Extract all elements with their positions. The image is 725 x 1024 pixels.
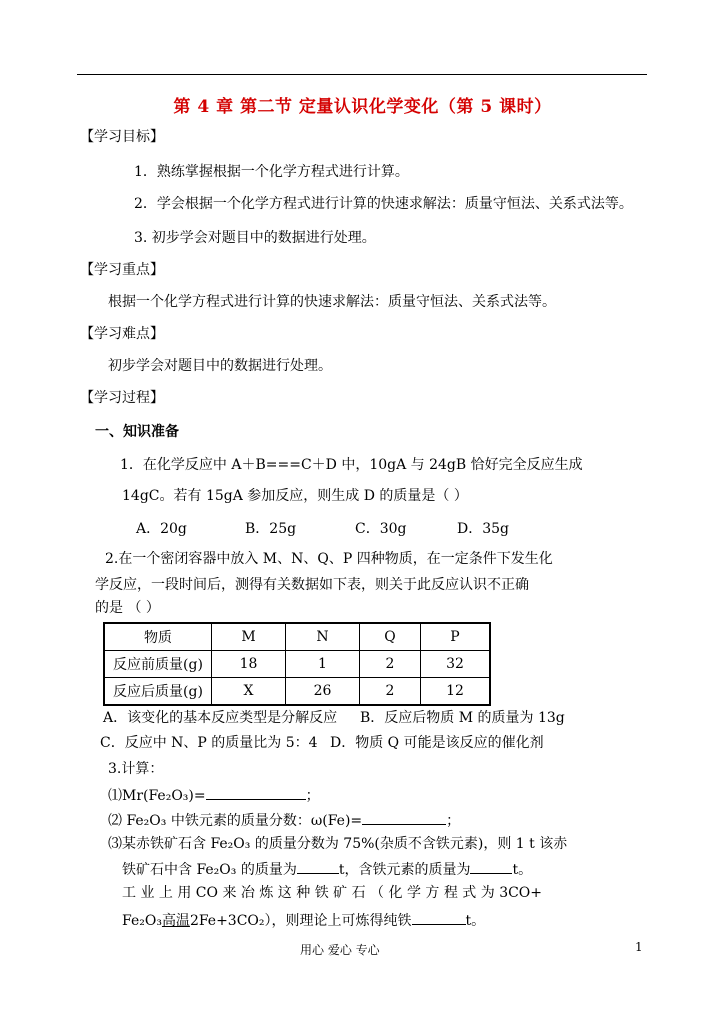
reaction-condition: 高温: [161, 913, 190, 929]
key-header: 【学习重点】: [80, 262, 164, 278]
q2-option-d: D．物质 Q 可能是该反应的催化剂: [330, 735, 544, 751]
page-title: 第 4 章 第二节 定量认识化学变化（第 5 课时）: [173, 97, 552, 117]
difficulty-header: 【学习难点】: [80, 326, 164, 342]
answer-blank[interactable]: [362, 810, 446, 825]
table-cell: 12: [421, 678, 491, 706]
q3-header: 3.计算：: [108, 761, 164, 777]
table-row: [104, 651, 490, 678]
table-cell: 反应前质量(g): [104, 651, 212, 678]
q3-part3-line3: 工 业 上 用 CO 来 冶 炼 这 种 铁 矿 石 （ 化 学 方 程 式 为 3CO+: [122, 885, 543, 901]
table-header-cell: M: [212, 623, 286, 651]
q3-part2-prefix: ⑵ Fe₂O₃ 中铁元素的质量分数：ω(Fe)=: [108, 813, 363, 829]
page-number: 1: [635, 940, 643, 954]
q3-part1: [108, 785, 320, 805]
header-rule: [77, 74, 647, 75]
q2-line1: 2.在一个密闭容器中放入 M、N、Q、P 四种物质，在一定条件下发生化: [105, 551, 553, 567]
mass-data-table: [103, 622, 491, 706]
key-text: 根据一个化学方程式进行计算的快速求解法：质量守恒法、关系式法等。: [108, 294, 556, 310]
table-row: [104, 678, 490, 706]
q3-part3-text-d: 2Fe+3CO₂），则理论上可炼得纯铁: [189, 913, 412, 929]
table-header-row: [104, 623, 490, 651]
q1-option-c: C．30g: [355, 521, 407, 537]
table-cell: 32: [421, 651, 491, 678]
goal-item-2: 2．学会根据一个化学方程式进行计算的快速求解法：质量守恒法、关系式法等。: [134, 196, 633, 212]
q2-line2: 学反应，一段时间后，测得有关数据如下表，则关于此反应认识不正确: [95, 577, 529, 593]
q3-part3-text-a: 铁矿石中含 Fe₂O₃ 的质量为: [122, 862, 297, 878]
q3-part3-line2: [122, 859, 532, 879]
q3-part3-text-c: t。: [512, 862, 533, 878]
table-cell: 18: [212, 651, 286, 678]
table-cell: X: [212, 678, 286, 706]
q1-line2: 14gC。若有 15gA 参加反应，则生成 D 的质量是（ ）: [122, 488, 468, 504]
q3-part1-prefix: ⑴Mr(Fe₂O₃)=: [108, 788, 206, 804]
table-cell: 1: [286, 651, 360, 678]
table-cell: 2: [360, 678, 421, 706]
process-header: 【学习过程】: [80, 390, 164, 406]
q2-option-b: B．反应后物质 M 的质量为 13g: [360, 710, 565, 726]
q3-part2-suffix: ；: [446, 813, 461, 829]
q1-option-b: B．25g: [245, 521, 297, 537]
goal-item-1: 1．熟练掌握根据一个化学方程式进行计算。: [134, 164, 409, 180]
goal-item-3: 3. 初步学会对题目中的数据进行处理。: [134, 230, 376, 246]
answer-blank[interactable]: [412, 910, 466, 925]
difficulty-text: 初步学会对题目中的数据进行处理。: [108, 358, 332, 374]
q1-line1: 1．在化学反应中 A＋B===C＋D 中，10gA 与 24gB 恰好完全反应生成: [120, 457, 583, 473]
q2-option-a: A．该变化的基本反应类型是分解反应: [103, 710, 338, 726]
q3-part3-line4: [122, 910, 485, 930]
table-header-cell: 物质: [104, 623, 212, 651]
q3-part3-text-e: t。: [465, 913, 486, 929]
table-header-cell: Q: [360, 623, 421, 651]
answer-blank[interactable]: [297, 859, 339, 874]
q3-part3-text-b: t，含铁元素的质量为: [338, 862, 471, 878]
q3-part3-line1: ⑶某赤铁矿石含 Fe₂O₃ 的质量分数为 75%(杂质不含铁元素)，则 1 t 该赤: [108, 836, 568, 852]
q3-part1-suffix: ；: [305, 788, 320, 804]
q1-option-d: D．35g: [457, 521, 510, 537]
q2-option-c: C．反应中 N、P 的质量比为 5：4: [100, 735, 318, 751]
q1-option-a: A．20g: [136, 521, 187, 537]
page-footer: 用心 爱心 专心: [300, 943, 380, 957]
part1-header: 一、知识准备: [95, 424, 179, 440]
table-cell: 2: [360, 651, 421, 678]
answer-blank[interactable]: [470, 859, 512, 874]
answer-blank[interactable]: [206, 785, 306, 800]
table-cell: 反应后质量(g): [104, 678, 212, 706]
table-cell: 26: [286, 678, 360, 706]
table-header-cell: N: [286, 623, 360, 651]
table-header-cell: P: [421, 623, 491, 651]
formula-reactant: Fe₂O₃: [122, 913, 162, 929]
q3-part2: [108, 810, 460, 830]
goals-header: 【学习目标】: [80, 129, 164, 145]
q2-line3: 的是 （ ）: [95, 600, 160, 616]
